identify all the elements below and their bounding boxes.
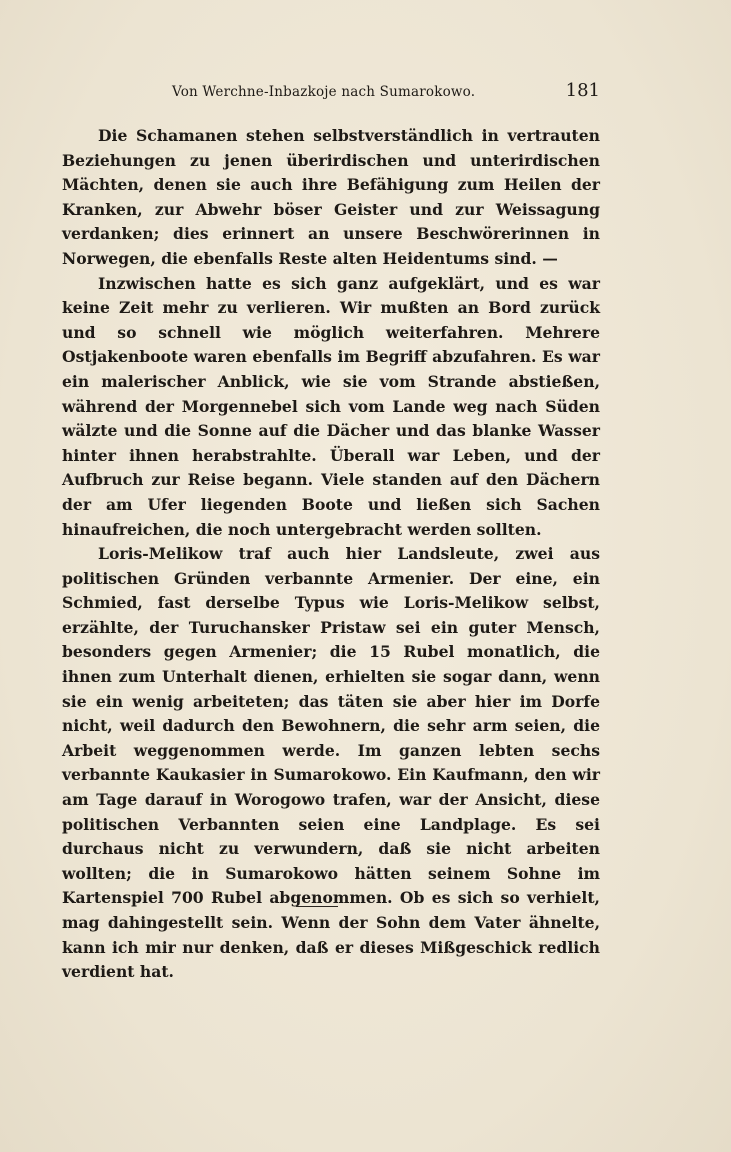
body-text: [62, 124, 600, 985]
paragraph-departure: Inzwischen hatte es sich ganz aufgeklärt, und es war keine Zeit mehr zu verlieren. Wir mußten an Bord zurück und so schnell wie möglich weiterfahren. Mehrere Ostjakenboote waren ebenfalls im Begriff abzufahren. Es war ein malerischer Anblick, wie sie vom Strande abstießen, während der Morgennebel sich vom Lande weg nach Süden wälzte und die Sonne auf die Dächer und das blanke Wasser hinter ihnen herabstrahlte. Überall war Leben, und der Aufbruch zur Reise begann. Viele standen auf den Dächern der am Ufer liegenden Boote und ließen sich Sachen hinaufreichen, die noch untergebracht werden sollten.: [62, 273, 600, 539]
paragraph-shamans: Die Schamanen stehen selbstverständlich in vertrauten Beziehungen zu jenen überirdischen und unterirdischen Mächten, denen sie auch ihre Befähigung zum Heilen der Kranken, zur Abwehr böser Geister und zur Weissagung verdanken; dies erinnert an unsere Beschwörerinnen in Norwegen, die ebenfalls Reste alten Heidentums sind. —: [62, 126, 600, 268]
running-title: Von Werchne-Inbazkoje nach Sumarokowo.: [172, 84, 476, 100]
page-number: 181: [565, 80, 600, 101]
paragraph-armenians: Loris-Melikow traf auch hier Landsleute, zwei aus politischen Gründen verbannte Armenier. Der eine, ein Schmied, fast derselbe Typus wie Loris-Melikow selbst, erzählte, der Turuchansker Pristaw sei ein guter Mensch, besonders gegen Armenier; die 15 Rubel monatlich, die ihnen zum Unterhalt dienen, erhielten sie sogar dann, wenn sie ein wenig arbeiteten; das täten sie aber hier im Dorfe nicht, weil dadurch den Bewohnern, die sehr arm seien, die Arbeit weggenommen werde. Im ganzen lebten sechs verbannte Kaukasier in Sumarokowo. Ein Kaufmann, den wir am Tage darauf in Worogowo trafen, war der Ansicht, diese politischen Verbannten seien eine Landplage. Es sei durchaus nicht zu verwundern, daß sie nicht arbeiten wollten; die in Sumarokowo hätten seinem Sohne im Kartenspiel 700 Rubel abgenommen. Ob es sich so verhielt, mag dahingestellt sein. Wenn der Sohn dem Vater ähnelte, kann ich mir nur denken, daß er dieses Mißgeschick redlich verdient hat.: [62, 544, 600, 982]
page-header: [60, 78, 600, 108]
section-end-rule: [296, 906, 338, 907]
